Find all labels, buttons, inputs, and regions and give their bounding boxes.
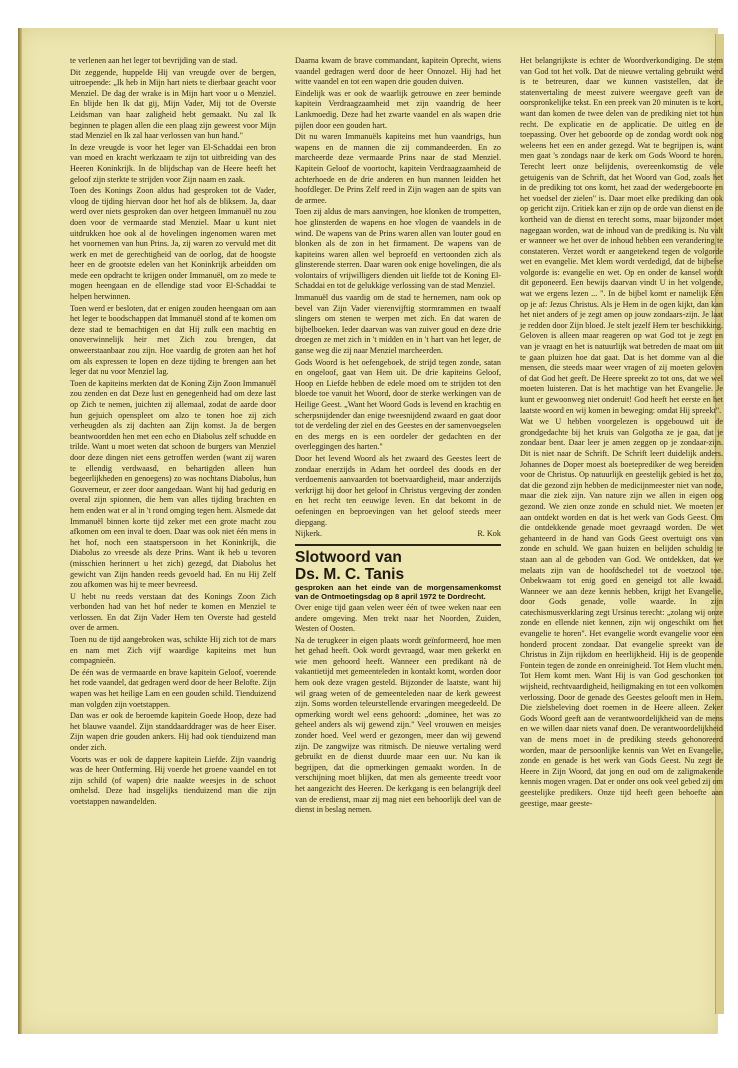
paragraph: Eindelijk was er ook de waarlijk getrouwe en zeer beminde kapitein Verdraagzaamheid met zijn vaandrig de heer Lankmoedig. Deze had het zwarte vaandel en als wapen drie pijlen door een gouden hart.: [295, 88, 501, 130]
paragraph: Toen nu de tijd aangebroken was, schikte Hij zich tot de mars en nam met Zich vijf waardige kapiteins met hun compagnieën.: [70, 635, 276, 666]
paragraph: Dan was er ook de beroemde kapitein Goede Hoop, deze had het blauwe vaandel. Zijn standdaarddrager was de heer Eiser. Zijn wapen drie gouden ankers. Hij had ook tienduizend man onder zich.: [70, 711, 276, 752]
paragraph: U hebt nu reeds verstaan dat des Konings Zoon Zich verbonden had van het hof neder te komen en Menziel te verlossen. En dat Zijn Vader Hem ten Overste had gesteld over de armen.: [70, 591, 276, 633]
section-subtitle: gesproken aan het einde van de morgensamenkomst van de Ontmoetingsdag op 8 april 1972 te Dordrecht.: [295, 582, 501, 602]
paragraph: Dit zeggende, huppelde Hij van vreugde over de bergen, uitroepende: „Ik heb in Mijn hart niets te dierbaar geacht voor Menziel. De dag der wrake is in Mijn hart voor u o Menziel. En blijde ben Ik dat gij, Mijn Vader, Mij tot de Overste Leidsman van haar zaligheid hebt gemaakt. Nu zal Ik beginnen te plagen allen die een plaag zijn geweest voor Mijn stad Menziel en Ik zal haar verlossen van hun hand.": [70, 67, 276, 141]
paragraph: Toen des Konings Zoon aldus had gesproken tot de Vader, vloog de tijding hiervan door het hof als de bliksem. Ja, daar werd over niets gesproken dan over hetgeen Immanuël nu zou doen voor de vermaarde stad Menziel. Maar u kunt niet uitdrukken hoe ook al de hovelingen ingenomen waren met het voornemen van hun Prins. Ja, zij waren zo vervuld met dit werk en met de gerechtigheid van de oorlog, dat de hoogste heer en de grootste edelen van het Koninkrijk arbeidden om mede een opdracht te krijgen onder Immanuël, om zo mede te mogen heengaan en de ellendige stad voor El-Schaddai te helpen herwinnen.: [70, 186, 276, 302]
paragraph: Immanuël dus vaardig om de stad te hernemen, nam ook op bevel van Zijn Vader vierenvijftig stormrammen en twaalf slingers om stenen te werpen met zich. En dat waren de bijbelboeken. Ieder daarvan was van zuiver goud en deze drie droegen ze met zich in 't midden en in 't hart van het leger, de ganse weg die zij naar Menziel marcheerden.: [295, 293, 501, 356]
signature-place: Nijkerk.: [295, 529, 323, 539]
section-title: [295, 549, 501, 583]
section-divider: [295, 544, 501, 546]
paragraph: De één was de vermaarde en brave kapitein Geloof, voerende het rode vaandel, dat gedragen werd door de heer Belofte. Zijn wapen was het heilige Lam en een gouden schild. Tienduizend man volgden zijn voetstappen.: [70, 667, 276, 709]
newspaper-page: [18, 28, 723, 1034]
column-middle: [295, 56, 501, 817]
section-title-line: Ds. M. C. Tanis: [295, 565, 405, 583]
paragraph: Dit nu waren Immanuëls kapiteins met hun vaandrigs, hun wapens en de mannen die zij commandeerden. En zo marcheerde deze vermaarde Prins naar de stad Menziel. Kapitein Geloof de voortocht, kapitein Verdraagzaamheid de achterhoede en de drie anderen en hun mannen leidden het hoofdleger. De Prins Zelf reed in Zijn wagen aan de spits van de armee.: [295, 132, 501, 205]
paragraph: Na de terugkeer in eigen plaats wordt geïnformeerd, hoe men het gehad heeft. Ook wordt gevraagd, waar men gekerkt en wie men gehoord heeft. Wanneer een predikant nà de vakantietijd met gemeenteleden in kontakt komt, worden door hem ook deze vragen gesteld. Bijzonder de laatste, want hij wil graag weten of de gemeenteleden naar de kerk geweest zijn. Soms worden teleurstellende ervaringen meegedeeld. De opmerking wordt wel eens gehoord: „dominee, het was zo geheel anders als wij gewend zijn." Veel vrouwen en meisjes zonder hoed. Veel werd er gezongen, meer dan wij gewend zijn. De zangwijze was ritmisch. De nieuwe vertaling werd gebruikt en de dienst duurde maar een uur. Nu kan ik begrijpen, dat die opmerkingen gemaakt worden. In de verschijning moet blijken, dat men als gemeente treedt voor het aangezicht des Heeren. De kerkgang is een belangrijk deel van de eredienst, maar zij mag niet een behoorlijk deel van de dienst in beslag nemen.: [295, 635, 501, 815]
column-right: [520, 56, 723, 810]
paragraph: te verlenen aan het leger tot bevrijding van de stad.: [70, 56, 238, 65]
paragraph: In deze vreugde is voor het leger van El-Schaddai een bron van moed en kracht werkzaam te zijn tot uitbreiding van des Heeren Koninkrijk. In de blijdschap van de Heere heeft het geloof zijn sterkte te strijden voor Zijn naam en zaak.: [70, 142, 276, 184]
paragraph: Toen zij aldus de mars aanvingen, hoe klonken de trompetten, hoe glinsterden de wapens en hoe vlogen de vaandels in de wind. De wapens van de Prins waren allen van louter goud en blonken als de zon in het firmament. De wapens van de kapiteins waren allen wel beproefd en vertoonden zich als glinsterende sterren. Daar waren ook enige hovelingen, die als volontairs of vrijwilligers dienden uit liefde tot de Koning El-Schaddai en tot de gelukkige verlossing van de stad Menziel.: [295, 207, 501, 291]
article-signature: [295, 529, 501, 540]
paragraph: Het belangrijkste is echter de Woordverkondiging. De stem van God tot het volk. Dat de nieuwe vertaling gebruikt werd is te betreuren, daar we kunnen vaststellen, dat de statenvertaling de meest zuivere weergave geeft van de oorspronkelijke tekst. En een preek van 20 minuten is te kort, want dan komen de twee delen van de prediking niet tot hun recht. De explicatie en de applicatie. De uitleg en de toepassing. Over het geboorde op de zondag wordt ook nog weleens het een en ander gezegd. Wat te begrijpen is, want men gaat 's zondags naar de kerk om Gods Woord te horen. Terecht leert onze belijdenis, overeenkomstig de vele getuigenis van de Schrift, dat het Woord van God, zoals het in de prediking tot ons komt, het zaad der wedergeboorte en het voedsel der zielen" is. Daar moet elke prediking dan ook op gericht zijn. Critiek kan er zijn op de orde van dienst en de kortheid van de dienst en terecht soms, maar bijzonder moet nagegaan worden, wat de inhoud van de prediking is. Nu valt er wanneer we het over de inhoud hebben een verandering te constateren. Verzet wordt er aangetekend tegen de volgorde wet en evangelie. Met klem wordt verdedigd, dat de bijbelse volgorde is: evangelie en wet. Op en onder de kansel wordt dit geponeerd. Een bewijs daarvan vindt U in het volgende, wat we ergens lezen ... ". In de bijbel komt er namelijk Eén op je af: Jezus Christus. Als je Hem in de ogen kijkt, dan kan het niet anders of je zegt amen op jouw zondaars-zijn. Je laat je redden door Zijn bloed. Je stelt jezelf Hem ter beschikking. Geloven is alleen maar reageren op wat God tot je zegt en van je vraagt en het is natuurlijk wat betreden de maat om uit te gaan pluizen hoe dat gaat. Dat is het domme van al die mensen, die steeds maar weer vragen of zij moeten geloven of dat God het geeft. De Heere spreekt zo tot ons, dat we wel moeten luisteren. Dat is het machtige van het Evangelie. Je kunt er gewoonweg niet onderuit! God heeft het eerste en het laatste woord en wij komen in beweging: omdat Hij spreekt".: [520, 56, 723, 415]
paragraph: Wat we U hebben voorgelezen is opgebouwd uit de grondgedachte bij het kruis van Golgotha ze je gaa, dat je zondaar bent. Daar leer je amen zeggen op je zondaar-zijn. Dit is niet naar de Schrift. De Schrift leert duidelijk anders. Johannes de Doper moest als boeteprediker de weg bereiden voor de Christus. Op natuurlijk en geestelijk gebied is het zo, dat die gezond zijn hebben de medicijnmeester niet van node, maar die ziek zijn. Van nature zijn we allen in eigen oog gezond. We zien onze zonde en schuld niet. We moeten er aan ontdekt worden en dat is het werk van Gods Geest. Om die ontdekkende genade moet gevraagd worden. De wet gehanteerd in de hand van Gods Geest overtuigt ons van zonde en schuld. We gaan huizen en belijden schuldig te staan aan al de geboden van God. We ontdekken, dat we melaats zijn van de hoofdschedel tot de voetzool toe. Onbekwaam tot enig goed en geneigd tot alle kwaad. Wanneer we aan deze kennis hebben, krijgt het Evangelie, door Gods genade, volle waarde. In zijn catechismusverklaring zegt Ursinus terecht: „zolang wij onze zonde en ellende niet kennen, zijn wij ongeschikt om het evangelie te horen". Het evangelie wordt evangelie voor een honderd procent zondaar. Dat evangelie spreekt van de Christus in Zijn rijkdom en heerlijkheid. Hij is de geopende Fontein tegen de zonde en onreinigheid. Tot Hem vlucht men. Tot Hem komt men. Want Hij is van God geschonken tot wijsheid, rechtvaardigheid, heiligmaking en tot een volkomen verlossing. Door de genade des Geestes gelooft men in Hem. Die zielsbeleving doet roemen in de Heere alleen. Zeker Gods Woord geeft aan de verantwoordelijkheid van de mens en we willen daar niets vanaf doen. De verantwoordelijkheid van de mens moet in de prediking steeds gehonoreerd worden, maar de persoonlijke kennis van Wet en Evangelie, zonde en genade is het werk van Gods Geest. Nu zegt de Heere in Zijn Woord, dat jong en oud om de zaligmakende kennis mogen vragen. Dat er onder ons ook veel gebed zij om geestelijke predikers. Onze tijd heeft geen behoefte aan geestige, maar geeste-: [520, 417, 723, 808]
paragraph: Door het levend Woord als het zwaard des Geestes leert de zondaar enerzijds in Adam het oordeel des doods en der verdoemenis aanvaarden tot boetvaardigheid, maar anderzijds verkrijgt hij door het geloof in Christus vergeving der zonden en het recht ten eeuwige leven. En dat bekomt in de oefeningen en beproevingen van het geloof steeds meer diepgang.: [295, 453, 501, 527]
section-title-line: Slotwoord van: [295, 548, 402, 566]
paragraph: Toen werd er besloten, dat er enigen zouden heengaan om aan het leger te boodschappen dat Immanuël stond af te komen om deze stad te bemachtigen en dat Hij zulk een machtig en onoverwinnelijk heir met Zich zou brengen, dat onweerstaanbaar zou zijn. Hoe vaardig de groten aan het hof om als expressen te lopen en deze tijding te brengen aan het leger dat nu voor Menziel lag.: [70, 303, 276, 377]
page-binding-edge: [18, 28, 22, 1034]
paragraph: Over enige tijd gaan velen weer één of twee weken naar een andere omgeving. Men trekt naar het Noorden, Zuiden, Westen of Oosten.: [295, 602, 501, 634]
paragraph: Toen de kapiteins merkten dat de Koning Zijn Zoon Immanuël zou zenden en dat Deze lust en genegenheid had om deze last op Zich te nemen, juichten zij allemaal, zodat de aarde door hun gejuich openspleet om alzo te tonen hoe zij zich verheugden als zij dachten aan Zijn komst. Ja de bergen beantwoordden hen met een echo en Diabolus zelf schudde en trilde. Want u moet weten dat schoon de burgers van Menziel door deze dingen niet eens getroffen werden (want zij waren te ellendig verdwaasd, en behartigden alleen hun begeerlijkheden en genoegens) zo was nochtans Diabolus, hun Gouverneur, er zeer door aangedaan. Want hij had gedurig en overal zijn spionnen, die hem van alles tijding brachten en hem enden wat er al in 't rond omging tegen hem. Alsmede dat Immanuël binnen korte tijd zeker met een grote macht zou afkomen om een inval te doen. Daar was ook niet één mens in het hof, noch een staatspersoon in het Koninkrijk, die Diabolus zo vreesde als deze Prins. Want ik heb u tevoren (misschien herinnert u het zich) gezegd, dat Diabolus het gewicht van Zijn handen reeds gevoeld had. En nu Hij Zelf zou afkomen was hij te meer bevreesd.: [70, 378, 276, 590]
signature-author: R. Kok: [477, 529, 501, 539]
paragraph: Voorts was er ook de dappere kapitein Liefde. Zijn vaandrig was de heer Ontferming. Hij voerde het groene vaandel en tot zijn schild (of wapen) drie naakte weesjes in de schoot omhelsd. Deze had insgelijks tienduizend man die zijn voetstappen nawandelden.: [70, 754, 276, 806]
paragraph: Gods Woord is het oefengeboek, de strijd tegen zonde, satan en ongeloof, gaat van Hem uit. De drie kapiteins Geloof, Hoop en Liefde hebben de edele moed om te strijden tot den bloede toe vanuit het Woord, door de sterke werkingen van de Heilige Geest. „Want het Woord Gods is levend en krachtig en scherpsnijdender dan enige tweesnijdend zwaard en gaat door tot de verdeling der ziel en des Geestes en der samenvoegselen en des mergs en is een oordeler der gedachten en der overleggingen des harten.": [295, 357, 501, 452]
paragraph: Daarna kwam de brave commandant, kapitein Oprecht, wiens vaandel gedragen werd door de heer Onnozel. Hij had het witte vaandel en tot een wapen drie gouden duiven.: [295, 56, 501, 87]
column-left: [70, 56, 276, 809]
